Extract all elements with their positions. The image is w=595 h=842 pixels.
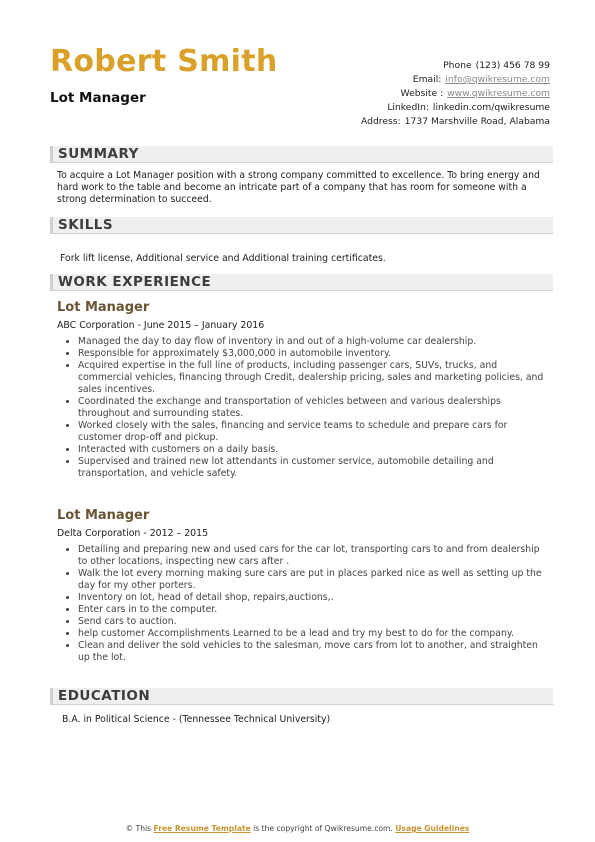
linkedin-value: linkedin.com/qwikresume (432, 102, 550, 113)
phone-value: (123) 456 78 99 (475, 60, 550, 71)
list-item: • Enter cars in to the computer. (78, 604, 550, 616)
list-item: • Detailing and preparing new and used cars for the car lot, transporting cars to and from dealership to other locations, inspecting new cars after . (78, 544, 550, 568)
linkedin-label: LinkedIn: (387, 102, 429, 113)
list-item: • Send cars to auction. (78, 616, 550, 628)
job-bullets (60, 544, 550, 664)
list-item: • help customer Accomplishments Learned to be a lead and try my best to do for the company. (78, 628, 550, 640)
summary-text: To acquire a Lot Manager position with a strong company committed to excellence. To bring energy and hard work to the table and become an intricate part of a company that has room for someone with a strong determination to succeed. (57, 170, 540, 205)
experience-header (50, 274, 553, 291)
list-item: • Coordinated the exchange and transportation of vehicles between and various dealerships throughout and surrounding states. (78, 396, 550, 420)
contact-block (361, 59, 550, 129)
list-item: • Managed the day to day flow of inventory in and out of a high-volume car dealership. (78, 336, 550, 348)
list-item: • Interacted with customers on a daily basis. (78, 444, 550, 456)
job-bullets (60, 336, 550, 480)
list-item: • Worked closely with the sales, financing and service teams to schedule and prepare cars for customer drop-off and pickup. (78, 420, 550, 444)
job-role: Lot Manager (57, 508, 150, 523)
education-header (50, 688, 553, 705)
list-item: • Acquired expertise in the full line of products, including passenger cars, SUVs, trucks, and commercial vehicles, financing through Credit, dealership pricing, sales and marketing policies, and sales incentives. (78, 360, 550, 396)
contact-email (361, 73, 550, 87)
contact-website (361, 87, 550, 101)
education-text: B.A. in Political Science - (Tennessee Technical University) (62, 714, 331, 725)
job-company: Delta Corporation - 2012 – 2015 (57, 528, 209, 539)
list-item: • Walk the lot every morning making sure cars are put in places parked nice as well as setting up the day for my other porters. (78, 568, 550, 592)
free-resume-template-link[interactable]: Free Resume Template (153, 824, 251, 833)
footer-middle: is the copyright of Qwikresume.com. (253, 824, 393, 833)
footer (0, 824, 595, 833)
skills-heading: SKILLS (58, 217, 114, 233)
list-item: • Inventory on lot, head of detail shop, repairs,auctions,. (78, 592, 550, 604)
website-link[interactable]: www.qwikresume.com (447, 88, 550, 99)
job-company: ABC Corporation - June 2015 – January 2016 (57, 320, 265, 331)
experience-heading: WORK EXPERIENCE (58, 274, 212, 290)
footer-prefix: © This (125, 824, 152, 833)
address-value: 1737 Marshville Road, Alabama (404, 116, 550, 127)
education-heading: EDUCATION (58, 688, 151, 704)
email-link[interactable]: info@qwikresume.com (445, 74, 550, 85)
summary-header (50, 146, 553, 163)
contact-linkedin (361, 101, 550, 115)
job-role: Lot Manager (57, 300, 150, 315)
skills-header (50, 217, 553, 234)
candidate-title: Lot Manager (50, 90, 146, 106)
list-item: • Clean and deliver the sold vehicles to the salesman, move cars from lot to another, and straighten up the lot. (78, 640, 550, 664)
summary-heading: SUMMARY (58, 146, 139, 162)
email-label: Email: (412, 74, 442, 85)
contact-phone (361, 59, 550, 73)
usage-guidelines-link[interactable]: Usage Guidelines (395, 824, 470, 833)
contact-address (361, 115, 550, 129)
candidate-name: Robert Smith (50, 44, 278, 79)
list-item: • Responsible for approximately $3,000,000 in automobile inventory. (78, 348, 550, 360)
address-label: Address: (360, 116, 401, 127)
skills-text: Fork lift license, Additional service and Additional training certificates. (60, 253, 386, 264)
phone-label: Phone (443, 60, 472, 71)
list-item: • Supervised and trained new lot attendants in customer service, automobile detailing and transportation, and vehicle safety. (78, 456, 550, 480)
website-label: Website : (400, 88, 444, 99)
